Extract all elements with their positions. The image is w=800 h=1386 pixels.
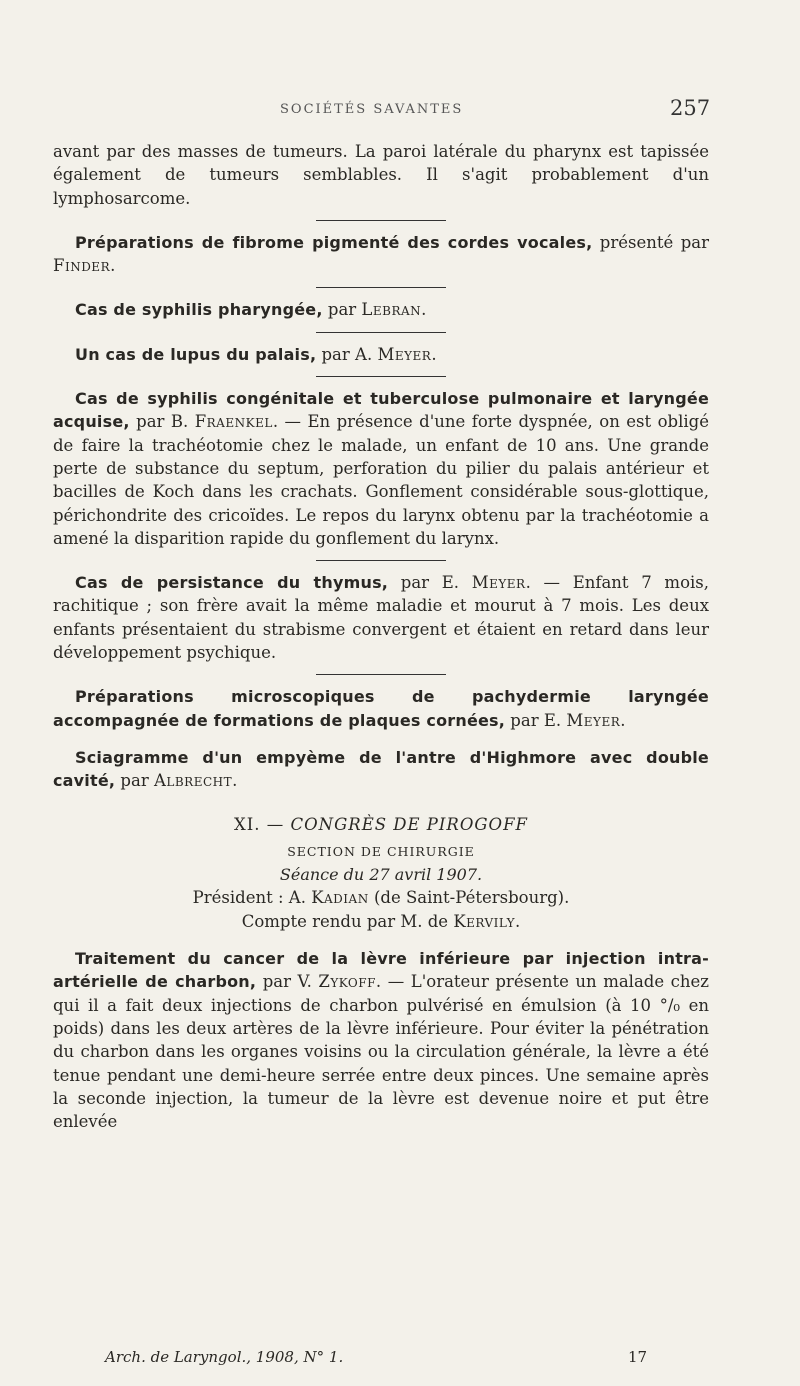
body-text (53, 140, 709, 1133)
separator-rule (316, 220, 446, 221)
separator-rule (316, 332, 446, 333)
paragraph-fibrome: Préparations de fibrome pigmenté des cordes vocales, présenté par Finder. (53, 232, 709, 276)
author-name: Albrecht (153, 771, 233, 791)
author-name: Lebran (361, 300, 422, 320)
paragraph-title: Sciagramme d'un empyème de l'antre d'Highmore avec double cavité, (53, 747, 709, 791)
reporter-name: Kervily (453, 911, 516, 931)
paragraph-title: Cas de persistance du thymus, (75, 573, 389, 593)
author-name: Meyer (471, 573, 526, 593)
signature-mark: 17 (628, 1348, 648, 1366)
journal-citation: Arch. de Laryngol., 1908, N° 1. (105, 1348, 344, 1366)
paragraph-sciagramme: Sciagramme d'un empyème de l'antre d'Highmore avec double cavité, par Albrecht. (53, 747, 709, 791)
author-name: Meyer (566, 710, 621, 730)
paragraph-title: Cas de syphilis pharyngée, (75, 300, 323, 320)
spacer (53, 732, 709, 746)
paragraph-lymphosarcome: avant par des masses de tumeurs. La paroi latérale du pharynx est tapissée également de tumeurs semblables. Il s'agit probablement d'un lymphosarcome. (53, 142, 709, 208)
president-name: Kadian (311, 888, 369, 908)
report-line: Compte rendu par M. de Kervily. (241, 911, 521, 931)
congress-title: CONGRÈS DE PIROGOFF (290, 814, 528, 834)
congress-heading: XI. — CONGRÈS DE PIROGOFF (234, 814, 528, 834)
paragraph-pachydermie: Préparations microscopiques de pachydermie laryngée accompagnée de formations de plaques cornées, par E. Meyer. (53, 687, 709, 730)
paragraph-cancer-levre: Traitement du cancer de la lèvre inférieure par injection intra-artérielle de charbon, par V. Zykoff. — L'orateur présente un malade chez qui il a fait deux injections de charbon pulvérisé en émulsion (à 10 °/₀ en poids) dans les deux artères de la lèvre inférieure. Pour éviter la pénétration du charbon dans les organes voisins ou la circulation générale, la lèvre a été tenue pendant une demi-heure serrée entre deux pinces. Une semaine après la seconde injection, la tumeur de la lèvre est devenue noire et put être enlevée (53, 949, 709, 1132)
section-heading: SECTION DE CHIRURGIE (287, 843, 475, 859)
paragraph-lupus: Un cas de lupus du palais, par A. Meyer. (75, 344, 437, 364)
separator-rule (316, 287, 446, 288)
separator-rule (316, 376, 446, 377)
paragraph-title: Préparations de fibrome pigmenté des cordes vocales, (75, 232, 593, 252)
paragraph-thymus: Cas de persistance du thymus, par E. Meyer. — Enfant 7 mois, rachitique ; son frère avait la même maladie et mourut à 7 mois. Les deux enfants présentaient du strabisme convergent et étaient en retard dans leur développement psychique. (53, 573, 709, 663)
paragraph-syphilis-pharyngee: Cas de syphilis pharyngée, par Lebran. (75, 300, 427, 320)
paragraph-title: Préparations microscopiques de pachydermie laryngée accompagnée de formations de plaques cornées, (53, 687, 709, 730)
paragraph-title: Un cas de lupus du palais, (75, 344, 317, 364)
author-name: Fraenkel (194, 412, 273, 432)
paragraph-title: Cas de syphilis congénitale et tuberculose pulmonaire et laryngée acquise, (53, 389, 709, 432)
paragraph-syphilis-congenitale: Cas de syphilis congénitale et tuberculose pulmonaire et laryngée acquise, par B. Fraenkel. — En présence d'une forte dyspnée, on est obligé de faire la trachéotomie chez le malade, un enfant de 10 ans. Une grande perte de substance du septum, perforation du pilier du palais antérieur et bacilles de Koch dans les crachats. Gonflement considérable sous-glottique, périchondrite des cricoïdes. Le repos du larynx obtenu par la trachéotomie a amené la disparition rapide du gonflement du larynx. (53, 389, 709, 548)
running-title: SOCIÉTÉS SAVANTES (280, 102, 464, 117)
author-name: Meyer (377, 344, 432, 364)
paragraph-title: Traitement du cancer de la lèvre inférieure par injection intra-artérielle de charbon, (53, 949, 709, 992)
seance-date: Séance du 27 avril 1907. (279, 865, 483, 885)
page-number: 257 (670, 96, 711, 120)
spacer (53, 933, 709, 947)
separator-rule (316, 560, 446, 561)
author-name: Zykoff (318, 972, 376, 992)
separator-rule (316, 674, 446, 675)
spacer (53, 793, 709, 807)
page-footer (0, 1348, 800, 1372)
president-line: Président : A. Kadian (de Saint-Pétersbourg). (192, 888, 570, 908)
author-name: Finder (53, 256, 111, 276)
page-header (0, 96, 800, 126)
